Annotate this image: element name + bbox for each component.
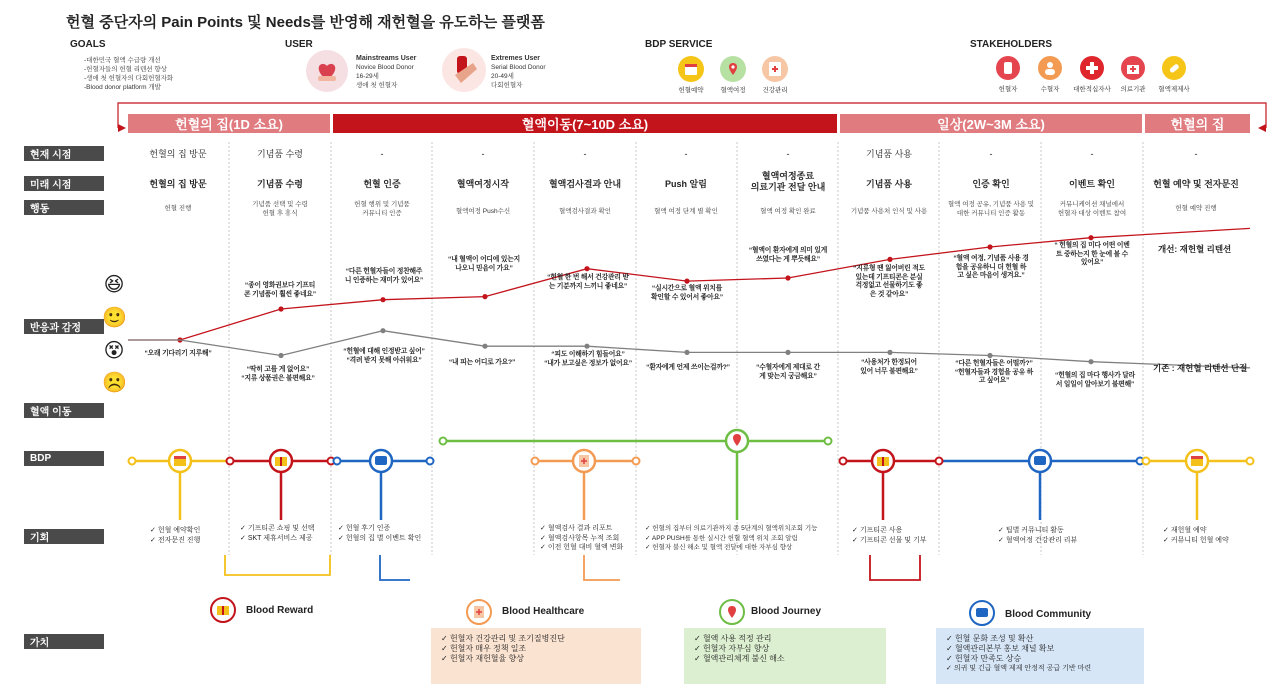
chat-icon	[969, 600, 995, 626]
map-pin-icon	[719, 599, 745, 625]
goal-item: -헌혈자들의 헌혈 리텐션 향상	[84, 66, 167, 73]
current-cell: 헌혈의 집 방문	[149, 149, 207, 159]
row-label-future: 미래 시점	[24, 176, 104, 191]
action-cell: 기념품 사용처 인식 및 사용	[850, 208, 928, 215]
opportunity-list	[852, 526, 927, 545]
row-label-value: 가치	[24, 634, 104, 649]
retention-improved-label: 개선: 재헌혈 리텐션	[1158, 244, 1232, 254]
row-label-blood-move: 혈액 이동	[24, 403, 104, 418]
opportunity-item: ✓ 전자문진 진행	[150, 536, 200, 546]
negative-quote: “환자에게 언제 쓰이는걸까?”	[646, 364, 730, 371]
service-label: 건강관리	[762, 87, 788, 94]
user-line: 다회헌혈자	[491, 82, 523, 89]
future-cell: 혈액여정종료 의료기관 전달 안내	[750, 171, 826, 192]
current-cell: -	[481, 149, 485, 159]
extremes-user-name: Extremes User	[491, 55, 541, 62]
row-label-action: 행동	[24, 200, 104, 215]
positive-quote: “내 혈액이 어디에 있는지 나오니 믿음이 가요”	[448, 256, 520, 272]
legend-blood-journey: Blood Journey	[751, 606, 822, 617]
future-cell: 혈액여정시작	[456, 179, 510, 189]
current-cell: -	[684, 149, 688, 159]
opportunity-item: ✓ 헌혈 후기 인증	[338, 524, 421, 534]
map-pin-icon	[726, 430, 748, 452]
opportunity-item: ✓ 기프티콘 선물 및 기부	[852, 536, 927, 546]
value-box-journey	[684, 628, 886, 684]
current-cell: -	[1090, 149, 1094, 159]
action-cell: 혈액 여정 확인 완료	[760, 208, 816, 215]
current-cell: -	[989, 149, 993, 159]
health-report-icon	[466, 599, 492, 625]
health-report-icon	[573, 450, 595, 472]
user-line: Serial Blood Donor	[491, 64, 546, 71]
action-cell: 기념품 선택 및 수령 헌혈 후 휴식	[252, 201, 308, 217]
opportunity-item: ✓ 헌혈자 불신 해소 및 혈액 전달에 대한 자부심 향상	[645, 543, 817, 553]
row-label-bdp: BDP	[24, 451, 104, 466]
future-cell: 헌혈 예약 및 전자문진	[1153, 179, 1239, 189]
value-box-community	[936, 628, 1144, 684]
stakeholder-label: 헌혈자	[998, 86, 1018, 93]
current-cell: 기념품 수령	[257, 149, 303, 159]
opportunity-item: ✓ 혈액검사항목 누적 조회	[540, 534, 623, 544]
future-cell: 이벤트 확인	[1069, 179, 1115, 189]
goals-header: GOALS	[70, 39, 106, 50]
legend-blood-reward: Blood Reward	[246, 605, 314, 616]
opportunity-item: ✓ 이전 헌혈 대비 혈액 변화	[540, 543, 623, 553]
page-title: 헌혈 중단자의 Pain Points 및 Needs를 반영해 재헌혈을 유도하는 플랫폼	[66, 14, 545, 31]
opportunity-item: ✓ 기프티콘 쇼핑 및 선택	[240, 524, 315, 534]
row-label-emotion: 반응과 감정	[24, 319, 104, 334]
positive-quote: “종이 영화권보다 기프티 콘 기념품이 훨씬 좋네요”	[244, 282, 316, 298]
stakeholders-header: STAKEHOLDERS	[970, 39, 1053, 50]
phase-visit-2: 헌혈의 집	[1145, 114, 1250, 133]
gift-icon	[210, 597, 236, 623]
opportunity-item: ✓ 혈액여정 건강관리 리뷰	[998, 536, 1077, 546]
negative-quote: “수혈자에게 제대로 간 게 맞는지 궁금해요”	[756, 364, 820, 380]
future-cell: 헌혈 인증	[363, 179, 401, 189]
smile-face-icon: 🙂	[102, 307, 127, 329]
opportunity-list	[338, 524, 421, 543]
positive-quote: “지류형 땐 잃어버린 적도 있는데 기프티콘은 분실 걱정없고 선물하기도 좋 은 것 같아요”	[853, 265, 925, 298]
future-cell: Push 알림	[665, 179, 707, 189]
chat-icon	[1029, 450, 1051, 472]
value-box-healthcare	[431, 628, 641, 684]
goal-item: -Blood donor platform 개발	[84, 84, 161, 91]
mainstream-user-name: Mainstreams User	[356, 55, 417, 62]
legend-blood-community: Blood Community	[1005, 609, 1092, 620]
opportunity-item: ✓ 재헌혈 예약	[1163, 526, 1229, 536]
opportunity-item: ✓ 기프티콘 사용	[852, 526, 927, 536]
positive-quote: “헌혈 한 번 해서 건강관리 받 는 기분까지 느끼니 좋네요”	[547, 274, 629, 290]
opportunity-list	[1163, 526, 1229, 545]
chat-icon	[370, 450, 392, 472]
current-cell: -	[786, 149, 790, 159]
sad-face-icon: ☹️	[102, 372, 127, 394]
opportunity-item: ✓ SKT 제휴서비스 제공	[240, 534, 315, 544]
positive-quote: “다른 헌혈자들이 정찬해주 니 인증하는 재미가 있어요”	[344, 268, 424, 284]
value-item: ✓ 헌혈자 매우 정책 일조	[441, 644, 631, 654]
value-item: ✓ 혈액관리본부 홍보 채널 확보	[946, 644, 1134, 654]
opportunity-item: ✓ 헌혈의 집부터 의료기관까지 종 5단계의 혈액위치조회 기능	[645, 524, 817, 534]
current-cell: -	[1194, 149, 1198, 159]
positive-quote: “혈액 여정, 기념품 사용 경 험을 공유하니 더 헌혈 하 고 싶은 마음이 생겨요.”	[953, 255, 1029, 279]
gift-icon	[872, 450, 894, 472]
negative-quote: “내 피는 어디로 가요?”	[448, 359, 516, 366]
legend-blood-healthcare: Blood Healthcare	[502, 606, 585, 617]
negative-quote: “오래 기다리기 지루해”	[144, 350, 212, 357]
opportunity-item: ✓ 혈액검사 결과 리포트	[540, 524, 623, 534]
retention-current-label: 기존 : 재헌혈 리텐션 단절	[1153, 363, 1248, 373]
opportunity-item: ✓ 헌혈의 집 별 이벤트 확인	[338, 534, 421, 544]
current-cell: -	[583, 149, 587, 159]
opportunity-list	[240, 524, 315, 543]
value-item: ✓ 의귀 및 긴급 혈액 제제 안정적 공급 기반 마련	[946, 664, 1134, 674]
user-line: 생애 첫 헌혈자	[356, 82, 398, 89]
row-label-current: 현재 시점	[24, 146, 104, 161]
phase-blood-move: 혈액이동(7~10D 소요)	[333, 114, 837, 133]
stakeholder-label: 수혈자	[1040, 86, 1060, 93]
future-cell: 기념품 수령	[257, 179, 303, 189]
action-cell: 혈액여정 Push수신	[455, 208, 511, 215]
value-item: ✓ 헌혈자 만족도 상승	[946, 654, 1134, 664]
value-item: ✓ 헌혈자 재헌혈율 향상	[441, 654, 631, 664]
negative-quote: “헌혈의 집 마다 행사가 달라 서 일일이 알아보기 불편해”	[1055, 372, 1135, 388]
positive-quote: “혈액이 환자에게 의미 있게 쓰였다는 게 뿌듯해요”	[748, 247, 828, 263]
stakeholder-label: 혈액제제사	[1158, 86, 1190, 93]
current-cell: 기념품 사용	[866, 149, 912, 159]
negative-quote: “피도 이해하기 힘들어요” “내가 보고싶은 정보가 없어요”	[544, 351, 632, 367]
opportunity-list	[998, 526, 1077, 545]
future-cell: 기념품 사용	[866, 179, 912, 189]
opportunity-list	[150, 526, 200, 545]
blood-journey-line	[440, 438, 832, 521]
user-line: 20-49세	[491, 73, 514, 80]
negative-quote: “다른 헌혈자들은 어떨까?” “헌혈자들과 경험을 공유 하 고 싶어요”	[954, 360, 1034, 384]
gift-icon	[270, 450, 292, 472]
positive-quote: “실시간으로 혈액 위치를 확인할 수 있어서 좋아요”	[651, 285, 723, 301]
negative-quote: “사용처가 한정되어 있어 너무 불편해요”	[860, 359, 918, 375]
calendar-icon	[169, 450, 191, 472]
goal-item: -대한민국 혈액 수급량 개선	[84, 57, 161, 64]
value-item: ✓ 혈액관리체계 불신 해소	[694, 654, 876, 664]
negative-quote: “헌혈에 대해 인정받고 싶어” “격려 받지 못해 아쉬워요”	[343, 348, 425, 364]
value-item: ✓ 헌혈자 건강관리 및 조기질병진단	[441, 634, 631, 644]
action-cell: 헌혈 행위 및 기념품 커뮤니티 인증	[354, 201, 410, 217]
user-line: Novice Blood Donor	[356, 64, 414, 71]
dizzy-face-icon: 😵	[103, 340, 125, 362]
negative-quote: “딱히 고를 게 없어요” “지류 상품권은 불편해요”	[241, 366, 315, 382]
value-item: ✓ 헌혈자 자부심 향상	[694, 644, 876, 654]
opportunity-item: ✓ 헌혈 예약확인	[150, 526, 200, 536]
action-cell: 커뮤니케이션 채널에서 헌혈자 대상 이벤트 참여	[1057, 201, 1127, 217]
future-cell: 헌혈의 집 방문	[149, 179, 207, 189]
value-item: ✓ 혈액 사용 적정 관리	[694, 634, 876, 644]
bdp-service-header: BDP SERVICE	[645, 39, 713, 50]
phase-visit-1: 헌혈의 집(1D 소요)	[128, 114, 330, 133]
calendar-icon	[1186, 450, 1208, 472]
user-header: USER	[285, 39, 313, 50]
laugh-face-icon: 😆	[103, 274, 125, 296]
goal-item: -생애 첫 헌혈자의 다회헌혈자화	[84, 75, 174, 82]
row-label-opportunity: 기회	[24, 529, 104, 544]
service-label: 헌혈예약	[678, 87, 704, 94]
future-cell: 혈액검사결과 안내	[548, 179, 622, 189]
opportunity-list	[645, 524, 817, 553]
action-cell: 헌혈 예약 진행	[1175, 205, 1217, 212]
current-cell: -	[380, 149, 384, 159]
value-item: ✓ 헌혈 문화 조성 및 확산	[946, 634, 1134, 644]
action-cell: 혈액 여정 공유, 기념품 사용 및 대한 커뮤니티 인증 활동	[947, 201, 1035, 217]
opportunity-item: ✓ 팁별 커뮤니티 활동	[998, 526, 1077, 536]
opportunity-item: ✓ APP PUSH를 통한 실시간 헌혈 혈액 위치 조회 알림	[645, 534, 817, 544]
action-cell: 혈액 여정 단계 별 확인	[654, 208, 718, 215]
stakeholder-label: 의료기관	[1120, 86, 1146, 93]
action-cell: 헌혈 진행	[164, 205, 192, 212]
opportunity-list	[540, 524, 623, 553]
stakeholder-label: 대한적십자사	[1073, 86, 1111, 93]
phase-daily: 일상(2W~3M 소요)	[840, 114, 1142, 133]
action-cell: 혈액검사결과 확인	[558, 208, 612, 215]
service-label: 혈액여정	[720, 87, 746, 94]
positive-quote: “ 헌혈의 집 미다 어떤 이벤 트 중하는지 한 눈에 볼 수 있어요”	[1054, 242, 1130, 266]
opportunity-item: ✓ 커뮤니티 헌혈 예약	[1163, 536, 1229, 546]
future-cell: 인증 확인	[972, 179, 1010, 189]
user-line: 16-29세	[356, 73, 379, 80]
